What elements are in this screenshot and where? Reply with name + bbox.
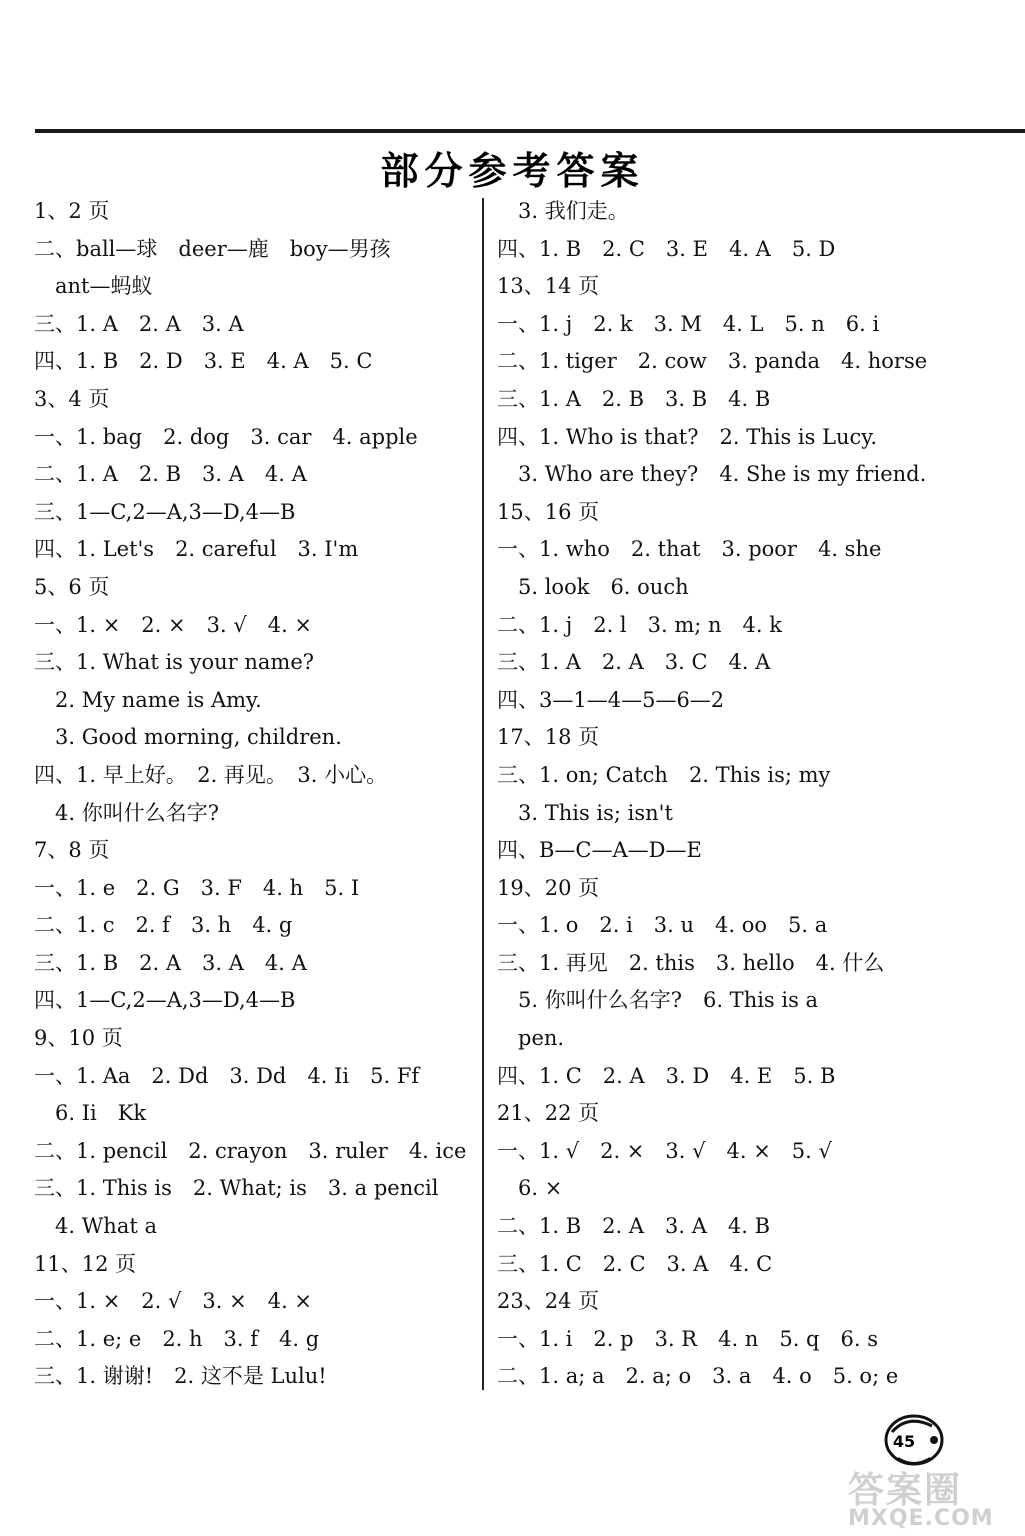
answer-line: 四、1. B 2. D 3. E 4. A 5. C <box>34 349 373 374</box>
answer-line: 二、1. e; e 2. h 3. f 4. g <box>34 1326 320 1351</box>
answer-line: 一、1. Aa 2. Dd 3. Dd 4. Ii 5. Ff <box>34 1063 420 1088</box>
answer-line: 23、24 页 <box>497 1289 600 1314</box>
answer-line: 二、1. pencil 2. crayon 3. ruler 4. ice <box>34 1138 467 1163</box>
answer-line: 三、1. C 2. C 3. A 4. C <box>497 1251 773 1276</box>
answer-line: 4. 你叫什么名字? <box>34 800 219 825</box>
answer-line: 一、1. bag 2. dog 3. car 4. apple <box>34 424 418 449</box>
answer-line: 一、1. √ 2. × 3. √ 4. × 5. √ <box>497 1138 832 1163</box>
answer-column-left <box>34 193 467 1396</box>
answer-line: 二、1. tiger 2. cow 3. panda 4. horse <box>497 349 928 374</box>
answer-line: 3. This is; isn't <box>497 800 673 825</box>
answer-line: 二、1. j 2. l 3. m; n 4. k <box>497 612 782 637</box>
answer-line: 四、B—C—A—D—E <box>497 838 702 863</box>
answer-line: 二、1. A 2. B 3. A 4. A <box>34 462 307 487</box>
answer-line: 三、1. 谢谢! 2. 这不是 Lulu! <box>34 1364 327 1389</box>
answer-line: 一、1. i 2. p 3. R 4. n 5. q 6. s <box>497 1326 878 1351</box>
answer-line: 三、1—C,2—A,3—D,4—B <box>34 499 296 524</box>
answer-line: 2. My name is Amy. <box>34 687 262 712</box>
answer-line: 一、1. o 2. i 3. u 4. oo 5. a <box>497 913 828 938</box>
answer-line: 三、1. This is 2. What; is 3. a pencil <box>34 1176 439 1201</box>
answer-line: 一、1. e 2. G 3. F 4. h 5. I <box>34 875 360 900</box>
answer-line: 一、1. j 2. k 3. M 4. L 5. n 6. i <box>497 311 880 336</box>
answer-line: 三、1. What is your name? <box>34 650 315 675</box>
answer-line: pen. <box>497 1026 565 1051</box>
answer-line: 21、22 页 <box>497 1101 600 1126</box>
answer-line: 19、20 页 <box>497 875 600 900</box>
answer-line: 一、1. × 2. √ 3. × 4. × <box>34 1289 313 1314</box>
answer-line: 二、1. B 2. A 3. A 4. B <box>497 1214 771 1239</box>
answer-line: 四、1. 早上好。 2. 再见。 3. 小心。 <box>34 762 388 787</box>
answer-line: 三、1. on; Catch 2. This is; my <box>497 762 831 787</box>
page-number: 45 <box>892 1432 916 1451</box>
answer-line: 二、ball—球 deer—鹿 boy—男孩 <box>34 236 391 261</box>
answer-line: 3. Good morning, children. <box>34 725 342 750</box>
answer-line: 四、1. Who is that? 2. This is Lucy. <box>497 424 878 449</box>
answer-line: 15、16 页 <box>497 499 600 524</box>
answer-line: 三、1. A 2. A 3. A <box>34 311 244 336</box>
answer-line: ant—蚂蚁 <box>34 274 153 299</box>
answer-line: 三、1. A 2. A 3. C 4. A <box>497 650 771 675</box>
answer-line: 3. 我们走。 <box>497 199 629 223</box>
answer-line: 四、3—1—4—5—6—2 <box>497 687 725 712</box>
answer-line: 7、8 页 <box>34 838 110 863</box>
answer-line: 4. What a <box>34 1214 157 1239</box>
watermark-text: 答案圈 <box>848 1470 963 1511</box>
answer-column-right <box>497 193 937 1396</box>
answer-line: 9、10 页 <box>34 1026 123 1051</box>
column-divider <box>482 198 484 1390</box>
answer-line: 三、1. 再见 2. this 3. hello 4. 什么 <box>497 950 885 975</box>
answer-line: 二、1. c 2. f 3. h 4. g <box>34 913 293 938</box>
answer-line: 一、1. × 2. × 3. √ 4. × <box>34 612 313 637</box>
answer-line: 三、1. B 2. A 3. A 4. A <box>34 950 307 975</box>
answer-line: 四、1. Let's 2. careful 3. I'm <box>34 537 359 562</box>
answer-line: 5. look 6. ouch <box>497 574 689 599</box>
answer-line: 3、4 页 <box>34 386 110 411</box>
answer-line: 1、2 页 <box>34 199 110 223</box>
watermark <box>848 1462 1025 1532</box>
answer-line: 13、14 页 <box>497 274 600 299</box>
answer-line: 四、1. B 2. C 3. E 4. A 5. D <box>497 236 836 261</box>
header-rule <box>35 129 1025 133</box>
page-title: 部分参考答案 <box>380 149 645 193</box>
answer-line: 6. × <box>497 1176 563 1201</box>
answer-line: 5. 你叫什么名字? 6. This is a <box>497 988 819 1013</box>
answer-line: 3. Who are they? 4. She is my friend. <box>497 462 927 487</box>
answer-line: 5、6 页 <box>34 574 110 599</box>
answer-line: 17、18 页 <box>497 725 600 750</box>
answer-line: 一、1. who 2. that 3. poor 4. she <box>497 537 882 562</box>
answer-line: 三、1. A 2. B 3. B 4. B <box>497 386 771 411</box>
watermark-url: MXQE.COM <box>848 1506 994 1531</box>
answer-line: 6. Ii Kk <box>34 1101 147 1126</box>
answer-line: 二、1. a; a 2. a; o 3. a 4. o 5. o; e <box>497 1364 899 1389</box>
answer-line: 四、1. C 2. A 3. D 4. E 5. B <box>497 1063 836 1088</box>
answer-line: 四、1—C,2—A,3—D,4—B <box>34 988 296 1013</box>
answer-line: 11、12 页 <box>34 1251 137 1276</box>
